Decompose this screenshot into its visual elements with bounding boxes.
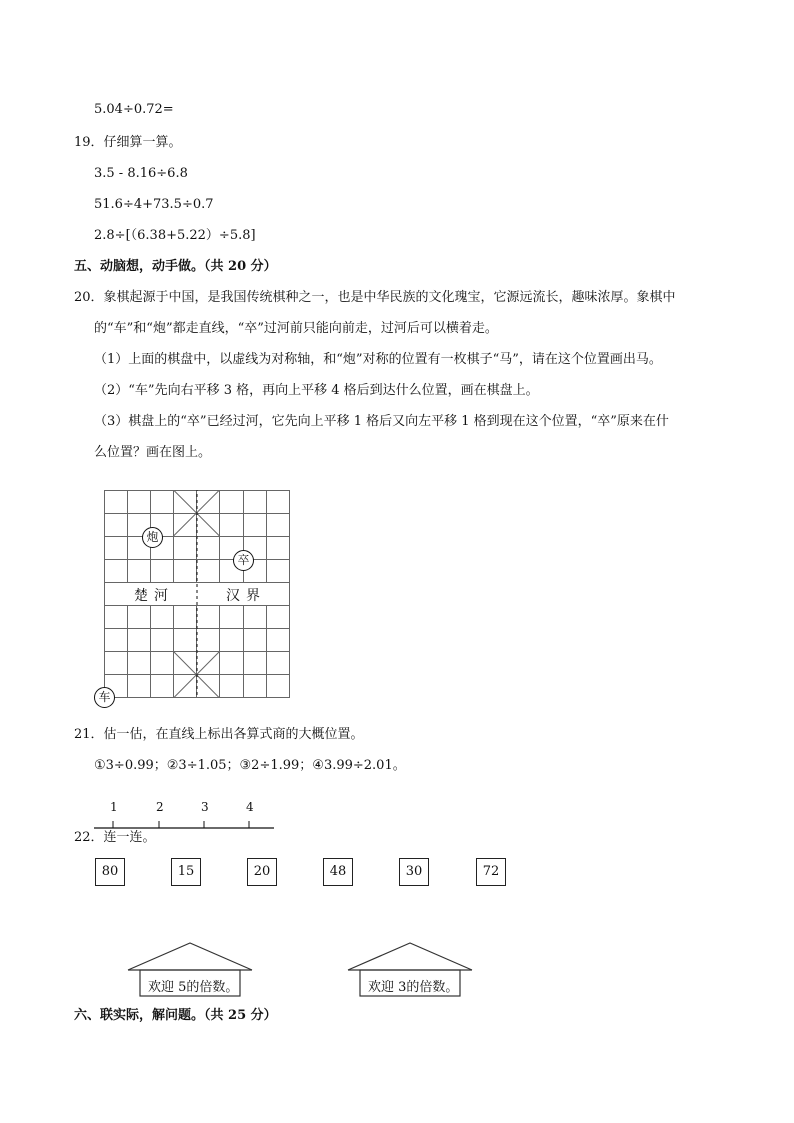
q20-line-1: 20．象棋起源于中国，是我国传统棋种之一，也是中华民族的文化瑰宝，它源远流长，趣味浓厚。象棋中 [74,290,676,305]
section-5-heading: 五、动脑想，动手做。（共 20 分） [74,259,277,274]
q19-title: 19．仔细算一算。 [74,135,182,150]
q20-sub-1: （1）上面的棋盘中，以虚线为对称轴，和“炮”对称的位置有一枚棋子“马”，请在这个位置画出马。 [94,352,662,367]
q20-sub-2: （2）“车”先向右平移 3 格，再向上平移 4 格后到达什么位置，画在棋盘上。 [94,383,539,398]
house-1-label: 欢迎 5的倍数。 [148,980,239,995]
section-6-heading: 六、联实际，解问题。（共 25 分） [74,1008,277,1023]
tick-label-2: 2 [156,800,164,814]
piece-zu[interactable]: 卒 [233,550,254,571]
number-card-72[interactable]: 72 [476,858,506,886]
number-card-15[interactable]: 15 [171,858,201,886]
q19-item-2: 51.6÷4+73.5÷0.7 [94,197,214,212]
q20-sub-3a: （3）棋盘上的“卒”已经过河，它先向上平移 1 格后又向左平移 1 格到现在这个位置，“卒”原来在什 [94,414,669,429]
piece-che[interactable]: 车 [94,687,115,708]
piece-pao[interactable]: 炮 [142,527,163,548]
river-right-label: 汉界 [226,588,266,604]
q21-items: ①3÷0.99；②3÷1.05；③2÷1.99；④3.99÷2.01。 [94,758,406,773]
tick-label-4: 4 [246,800,254,814]
q19-item-1: 3.5 - 8.16÷6.8 [94,166,188,181]
q20-sub-3b: 么位置？画在图上。 [94,445,212,460]
house-2-label: 欢迎 3的倍数。 [368,980,459,995]
q20-line-2: 的“车”和“炮”都走直线，“卒”过河前只能向前走，过河后可以横着走。 [94,321,498,336]
number-card-30[interactable]: 30 [399,858,429,886]
q22-title: 22．连一连。 [74,830,156,845]
number-card-20[interactable]: 20 [247,858,277,886]
q18-last-item: 5.04÷0.72= [94,102,174,117]
tick-label-3: 3 [201,800,209,814]
tick-label-1: 1 [110,800,118,814]
number-card-80[interactable]: 80 [95,858,125,886]
number-card-48[interactable]: 48 [323,858,353,886]
river-left-label: 楚河 [134,588,174,604]
chess-board[interactable] [98,490,290,704]
q21-title: 21．估一估，在直线上标出各算式商的大概位置。 [74,727,364,742]
q19-item-3: 2.8÷[（6.38+5.22）÷5.8] [94,228,256,243]
